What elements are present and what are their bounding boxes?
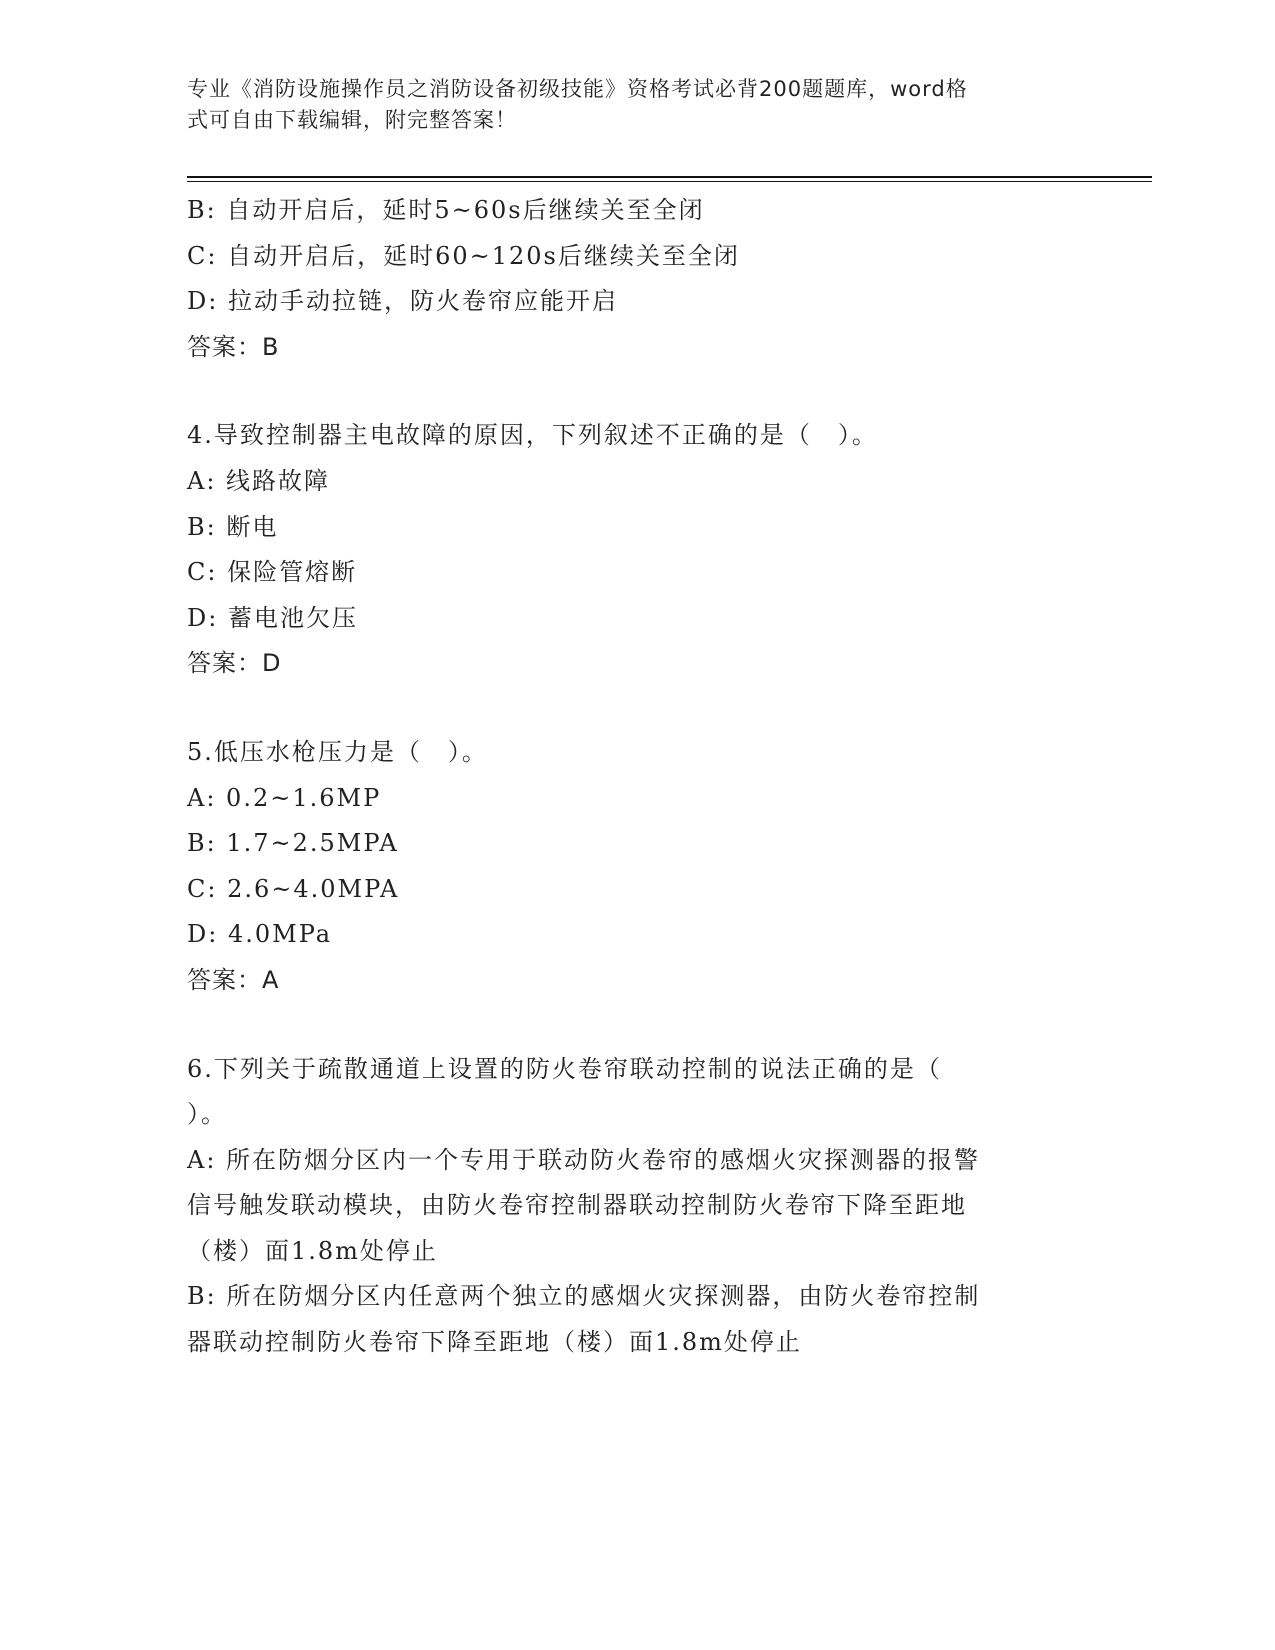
question-5-answer: 答案：A bbox=[187, 965, 280, 994]
question-6-option-a-line-1: A: 所在防烟分区内一个专用于联动防火卷帘的感烟火灾探测器的报警 bbox=[187, 1145, 981, 1174]
question-5-option-a: A: 0.2~1.6MP bbox=[187, 783, 382, 812]
spacer bbox=[187, 370, 1077, 413]
document-header bbox=[187, 74, 1057, 136]
header-divider-thin bbox=[187, 181, 1152, 182]
question-6-block bbox=[187, 1047, 1077, 1366]
question-4-option-a: A: 线路故障 bbox=[187, 466, 331, 495]
question-5-option-c: C: 2.6~4.0MPA bbox=[187, 874, 400, 903]
question-4-block bbox=[187, 413, 1077, 687]
question-4-text: 4.导致控制器主电故障的原因，下列叙述不正确的是（ ）。 bbox=[187, 421, 878, 450]
question-3-option-c: C: 自动开启后，延时60~120s后继续关至全闭 bbox=[187, 241, 740, 270]
question-6-option-a-line-3: （楼）面1.8m处停止 bbox=[187, 1236, 438, 1265]
question-4-option-c: C: 保险管熔断 bbox=[187, 558, 358, 587]
header-line-1: 专业《消防设施操作员之消防设备初级技能》资格考试必背200题题库，word格 bbox=[187, 77, 968, 101]
question-3-option-b: B: 自动开启后，延时5~60s后继续关至全闭 bbox=[187, 196, 705, 224]
spacer bbox=[187, 1004, 1077, 1047]
question-content bbox=[187, 188, 1077, 1366]
question-4-answer: 答案：D bbox=[187, 649, 282, 678]
question-4-option-b: B: 断电 bbox=[187, 512, 279, 541]
question-3-answer: 答案：B bbox=[187, 332, 280, 361]
question-6-option-a-line-2: 信号触发联动模块，由防火卷帘控制器联动控制防火卷帘下降至距地 bbox=[187, 1191, 967, 1220]
question-5-option-b: B: 1.7~2.5MPA bbox=[187, 829, 399, 858]
question-5-text: 5.低压水枪压力是（ ）。 bbox=[187, 737, 488, 766]
question-6-option-b-line-2: 器联动控制防火卷帘下降至距地（楼）面1.8m处停止 bbox=[187, 1328, 802, 1357]
spacer bbox=[187, 687, 1077, 730]
question-3-option-d: D: 拉动手动拉链，防火卷帘应能开启 bbox=[187, 287, 618, 316]
question-4-option-d: D: 蓄电池欠压 bbox=[187, 603, 358, 632]
question-6-text-line-1: 6.下列关于疏散通道上设置的防火卷帘联动控制的说法正确的是（ bbox=[187, 1054, 942, 1083]
question-3-block bbox=[187, 188, 1077, 370]
question-5-option-d: D: 4.0MPa bbox=[187, 920, 333, 949]
header-line-2: 式可自由下载编辑，附完整答案！ bbox=[187, 108, 517, 132]
question-5-block bbox=[187, 730, 1077, 1004]
header-divider-thick bbox=[187, 176, 1152, 178]
question-6-text-line-2: ）。 bbox=[187, 1100, 227, 1129]
question-6-option-b-line-1: B: 所在防烟分区内任意两个独立的感烟火灾探测器，由防火卷帘控制 bbox=[187, 1282, 981, 1311]
